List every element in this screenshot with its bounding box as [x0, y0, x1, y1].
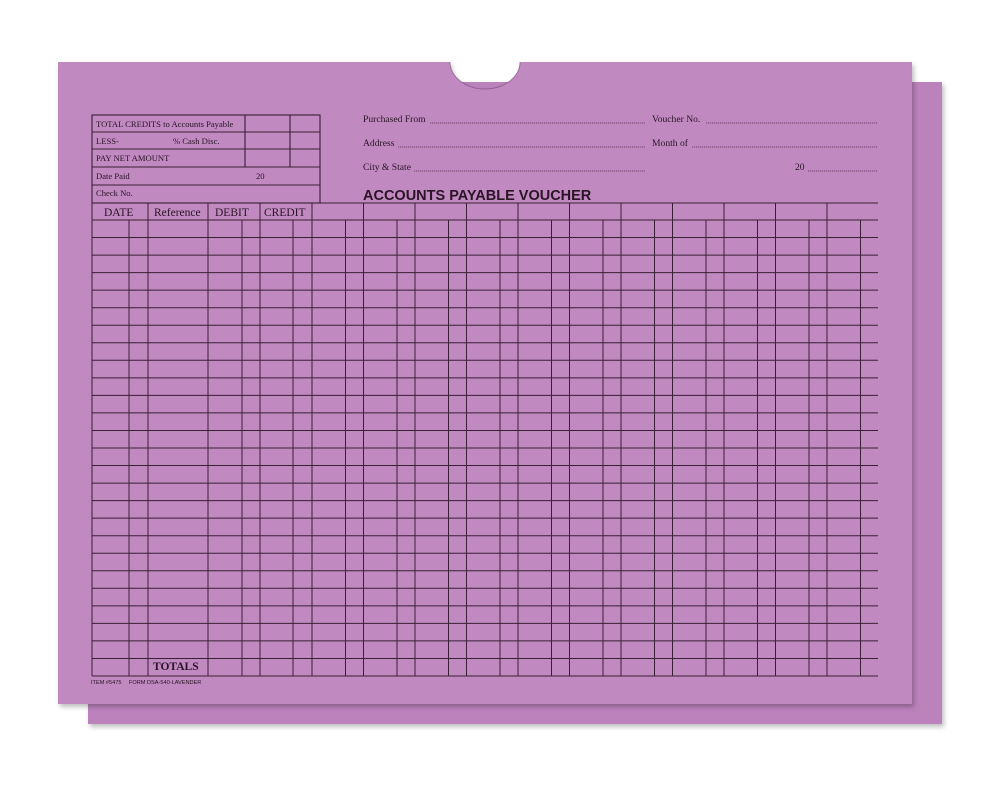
- column-header-reference: Reference: [154, 207, 201, 219]
- purchased-from-label: Purchased From: [363, 114, 426, 125]
- voucher-no-label: Voucher No.: [652, 114, 701, 125]
- year-label: 20: [795, 162, 805, 173]
- column-header-date: DATE: [104, 207, 134, 219]
- form-number: FORM DSA-540-LAVENDER: [129, 680, 202, 686]
- cash-disc-label: % Cash Disc.: [173, 136, 220, 146]
- date-paid-label: Date Paid: [96, 171, 130, 181]
- city-state-label: City & State: [363, 162, 411, 173]
- pay-net-label: PAY NET AMOUNT: [96, 153, 170, 163]
- totals-label: TOTALS: [153, 661, 199, 673]
- date-paid-year: 20: [256, 171, 265, 181]
- column-header-credit: CREDIT: [264, 207, 306, 219]
- front-envelope: [58, 62, 912, 704]
- less-label: LESS-: [96, 136, 119, 146]
- total-credits-label: TOTAL CREDITS to Accounts Payable: [96, 119, 234, 129]
- check-no-label: Check No.: [96, 188, 133, 198]
- form-title: ACCOUNTS PAYABLE VOUCHER: [363, 188, 592, 204]
- address-label: Address: [363, 138, 395, 149]
- item-number: ITEM #5475: [91, 680, 122, 686]
- month-of-label: Month of: [652, 138, 688, 149]
- column-header-debit: DEBIT: [215, 207, 249, 219]
